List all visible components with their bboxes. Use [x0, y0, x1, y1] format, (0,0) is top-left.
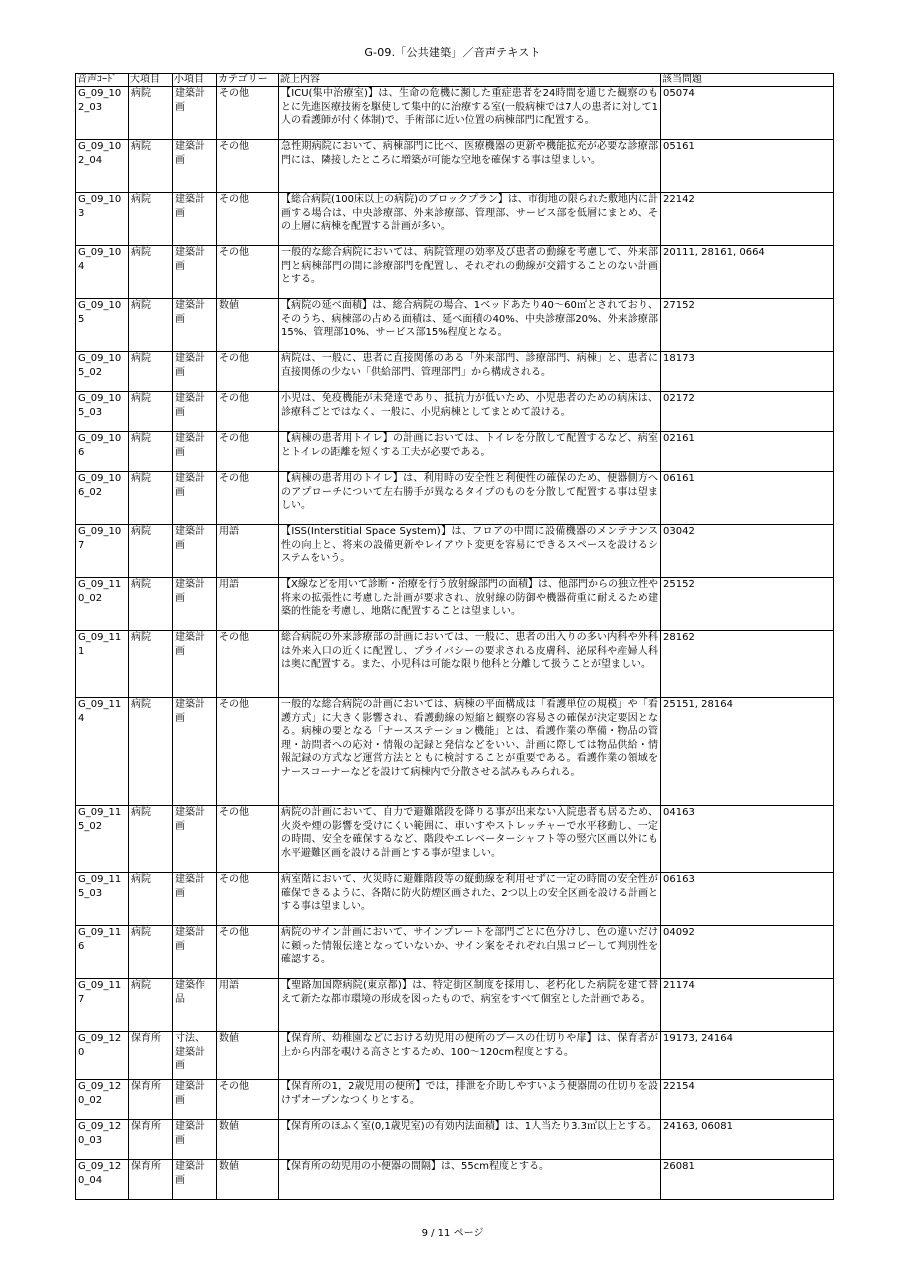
- question-table: [75, 73, 834, 1200]
- cell-major: 病院: [129, 578, 173, 631]
- cell-minor: 建築計画: [173, 926, 217, 979]
- cell-major: 病院: [129, 432, 173, 472]
- cell-minor: 建築計画: [173, 1080, 217, 1120]
- cell-code: G_09_115_03: [76, 873, 129, 926]
- cell-category: その他: [217, 926, 279, 979]
- cell-code: G_09_120_03: [76, 1120, 129, 1160]
- cell-content: 病室階において、火災時に避難階段等の縦動線を利用せずに一定の時間の安全性が確保できるように、各階に防火防煙区画された、2つ以上の安全区画を設ける計画とする事は望ましい。: [279, 873, 661, 926]
- cell-content: 総合病院の外来診療部の計画においては、一般に、患者の出入りの多い内科や外科は外来入口の近くに配置し、プライバシーの要求される皮膚科、泌尿科や産婦人科は奥に配置する。また、小児科は可能な限り他科と分離して扱うことが望ましい。: [279, 631, 661, 698]
- cell-minor: 建築計画: [173, 193, 217, 246]
- table-row: [76, 246, 834, 299]
- cell-content: 【ICU(集中治療室)】は、生命の危機に瀕した重症患者を24時間を通じた観察のもとに先進医療技術を駆使して集中的に治療する室(一般病棟では7人の患者に対して1人の看護師が付く体制)で、手術部に近い位置の病棟部門に配置する。: [279, 87, 661, 140]
- cell-content: 【保育所の1，2歳児用の便所】では，排泄を介助しやすいよう便器間の仕切りを設けずオープンなつくりとする。: [279, 1080, 661, 1120]
- cell-content: 急性期病院において、病棟部門に比べ、医療機器の更新や機能拡充が必要な診療部門には、隣接したところに増築が可能な空地を確保する事は望ましい。: [279, 140, 661, 193]
- page-number: 9 / 11 ページ: [421, 1228, 484, 1239]
- cell-code: G_09_103: [76, 193, 129, 246]
- cell-minor: 建築計画: [173, 246, 217, 299]
- cell-major: 病院: [129, 979, 173, 1032]
- cell-category: その他: [217, 392, 279, 432]
- cell-minor: 建築計画: [173, 698, 217, 806]
- cell-minor: 建築計画: [173, 87, 217, 140]
- cell-problems: 22154: [661, 1080, 834, 1120]
- cell-minor: 建築計画: [173, 352, 217, 392]
- cell-code: G_09_110_02: [76, 578, 129, 631]
- cell-code: G_09_116: [76, 926, 129, 979]
- cell-problems: 04163: [661, 806, 834, 873]
- cell-problems: 28162: [661, 631, 834, 698]
- cell-major: 病院: [129, 525, 173, 578]
- cell-content: 病院のサイン計画において、サインプレートを部門ごとに色分けし、色の違いだけに頼った情報伝達となっていないか、サイン案をそれぞれ白黒コピーして判別性を確認する。: [279, 926, 661, 979]
- cell-content: 【病棟の患者用のトイレ】は、利用時の安全性と利便性の確保のため、便器側方へのアプローチについて左右勝手が異なるタイプのものを分散して配置する事は望ましい。: [279, 472, 661, 525]
- cell-category: その他: [217, 352, 279, 392]
- table-row: [76, 432, 834, 472]
- table-header-row: [76, 74, 834, 87]
- page-header-title: G-09.「公共建築」／音声テキスト: [364, 46, 541, 59]
- cell-minor: 建築作品: [173, 979, 217, 1032]
- cell-major: 病院: [129, 352, 173, 392]
- cell-problems: 18173: [661, 352, 834, 392]
- cell-code: G_09_104: [76, 246, 129, 299]
- cell-minor: 建築計画: [173, 140, 217, 193]
- cell-minor: 建築計画: [173, 472, 217, 525]
- cell-major: 保育所: [129, 1120, 173, 1160]
- cell-content: 【総合病院(100床以上の病院)のブロックプラン】は、市街地の限られた敷地内に計画する場合は、中央診療部、外来診療部、管理部、サービス部を低層にまとめ、その上層に病棟を配置する計画が多い。: [279, 193, 661, 246]
- cell-category: その他: [217, 432, 279, 472]
- cell-code: G_09_102_04: [76, 140, 129, 193]
- table-row: [76, 193, 834, 246]
- cell-category: 数値: [217, 1160, 279, 1200]
- cell-code: G_09_115_02: [76, 806, 129, 873]
- cell-problems: 22142: [661, 193, 834, 246]
- cell-major: 病院: [129, 299, 173, 352]
- cell-problems: 26081: [661, 1160, 834, 1200]
- table-row: [76, 352, 834, 392]
- cell-minor: 寸法、建築計画: [173, 1032, 217, 1080]
- cell-content: 病院は、一般に、患者に直接関係のある「外来部門、診療部門、病棟」と、患者に直接関係の少ない「供給部門、管理部門」から構成される。: [279, 352, 661, 392]
- cell-category: その他: [217, 873, 279, 926]
- cell-problems: 03042: [661, 525, 834, 578]
- table-row: [76, 1080, 834, 1120]
- cell-problems: 27152: [661, 299, 834, 352]
- table-row: [76, 1032, 834, 1080]
- cell-major: 病院: [129, 140, 173, 193]
- table-row: [76, 578, 834, 631]
- cell-category: 用語: [217, 525, 279, 578]
- table-row: [76, 299, 834, 352]
- column-header-minor: 小項目: [173, 74, 217, 87]
- cell-category: その他: [217, 1080, 279, 1120]
- cell-problems: 21174: [661, 979, 834, 1032]
- cell-code: G_09_105_02: [76, 352, 129, 392]
- cell-major: 保育所: [129, 1032, 173, 1080]
- table-row: [76, 525, 834, 578]
- table-row: [76, 806, 834, 873]
- cell-code: G_09_120_04: [76, 1160, 129, 1200]
- cell-code: G_09_106_02: [76, 472, 129, 525]
- cell-minor: 建築計画: [173, 392, 217, 432]
- table-row: [76, 698, 834, 806]
- cell-category: 数値: [217, 299, 279, 352]
- cell-content: 【病棟の患者用トイレ】の計画においては、トイレを分散して配置するなど、病室とトイレの距離を短くする工夫が必要である。: [279, 432, 661, 472]
- cell-category: その他: [217, 806, 279, 873]
- cell-major: 病院: [129, 873, 173, 926]
- table-row: [76, 472, 834, 525]
- cell-code: G_09_105: [76, 299, 129, 352]
- cell-problems: 25152: [661, 578, 834, 631]
- column-header-major: 大項目: [129, 74, 173, 87]
- cell-major: 病院: [129, 631, 173, 698]
- table-row: [76, 873, 834, 926]
- cell-content: 病院の計画において、自力で避難階段を降りる事が出来ない入院患者も居るため、火炎や煙の影響を受けにくい範囲に、車いすやストレッチャーで水平移動し、一定の時間、安全を確保するなど、階段やエレベーターシャフト等の竪穴区画以外にも水平避難区画を設ける計画とする事が望ましい。: [279, 806, 661, 873]
- cell-major: 保育所: [129, 1080, 173, 1120]
- table-row: [76, 140, 834, 193]
- cell-problems: 05074: [661, 87, 834, 140]
- cell-content: 【保育所のほふく室(0,1歳児室)の有効内法面積】は、1人当たり3.3㎡以上とする。: [279, 1120, 661, 1160]
- cell-category: 用語: [217, 979, 279, 1032]
- table-row: [76, 926, 834, 979]
- cell-category: その他: [217, 472, 279, 525]
- cell-major: 病院: [129, 392, 173, 432]
- cell-problems: 06163: [661, 873, 834, 926]
- cell-code: G_09_107: [76, 525, 129, 578]
- cell-minor: 建築計画: [173, 1120, 217, 1160]
- cell-category: その他: [217, 246, 279, 299]
- cell-minor: 建築計画: [173, 1160, 217, 1200]
- cell-code: G_09_120_02: [76, 1080, 129, 1120]
- table-row: [76, 979, 834, 1032]
- cell-problems: 06161: [661, 472, 834, 525]
- cell-category: 用語: [217, 578, 279, 631]
- cell-category: その他: [217, 87, 279, 140]
- column-header-content: 読上内容: [279, 74, 661, 87]
- cell-code: G_09_102_03: [76, 87, 129, 140]
- column-header-category: カテゴリー: [217, 74, 279, 87]
- cell-major: 病院: [129, 926, 173, 979]
- cell-problems: 04092: [661, 926, 834, 979]
- table-row: [76, 392, 834, 432]
- cell-problems: 24163, 06081: [661, 1120, 834, 1160]
- cell-content: 小児は、免疫機能が未発達であり、抵抗力が低いため、小児患者のための病床は、診療科ごとではなく、一般に、小児病棟としてまとめて設ける。: [279, 392, 661, 432]
- cell-major: 病院: [129, 87, 173, 140]
- cell-major: 病院: [129, 193, 173, 246]
- cell-content: 【病院の延べ面積】は、総合病院の場合、1ベッドあたり40～60㎡とされており、そのうち、病棟部の占める面積は、延べ面積の40%、中央診療部20%、外来診療部15%、管理部10%、サービス部15%程度となる。: [279, 299, 661, 352]
- cell-content: 【保育所、幼稚園などにおける幼児用の便所のブースの仕切りや扉】は、保育者が上から内部を覗ける高さとするため、100～120cm程度とする。: [279, 1032, 661, 1080]
- cell-content: 【聖路加国際病院(東京都)】は、特定街区制度を採用し、老朽化した病院を建て替えて新たな都市環境の形成を図ったもので、病室をすべて個室とした計画である。: [279, 979, 661, 1032]
- cell-minor: 建築計画: [173, 578, 217, 631]
- cell-category: その他: [217, 698, 279, 806]
- cell-minor: 建築計画: [173, 299, 217, 352]
- cell-minor: 建築計画: [173, 432, 217, 472]
- column-header-code: 音声ｺｰﾄﾞ: [76, 74, 129, 87]
- column-header-problems: 該当問題: [661, 74, 834, 87]
- cell-minor: 建築計画: [173, 525, 217, 578]
- cell-category: その他: [217, 193, 279, 246]
- cell-problems: 02161: [661, 432, 834, 472]
- cell-content: 【ISS(Interstitial Space System)】は、フロアの中間に設備機器のメンテナンス性の向上と、将来の設備更新やレイアウト変更を容易にできるスペースを設けるシステムをいう。: [279, 525, 661, 578]
- cell-category: 数値: [217, 1120, 279, 1160]
- cell-category: その他: [217, 140, 279, 193]
- cell-major: 保育所: [129, 1160, 173, 1200]
- cell-problems: 25151, 28164: [661, 698, 834, 806]
- cell-content: 一般的な総合病院の計画においては、病棟の平面構成は「看護単位の規模」や「看護方式」に大きく影響され、看護動線の短縮と観察の容易さの確保が決定要因となる。病棟の要となる「ナースステーション機能」とは、看護作業の準備・物品の管理・訪問者への応対・情報の記録と発信などをいい、計画に際しては物品供給・情報記録の方式など運営方法とともに検討することが重要である。看護作業の領域をナースコーナーなどを設けて病棟内で分散させる試みもみられる。: [279, 698, 661, 806]
- cell-problems: 05161: [661, 140, 834, 193]
- table-row: [76, 631, 834, 698]
- cell-major: 病院: [129, 806, 173, 873]
- cell-code: G_09_106: [76, 432, 129, 472]
- cell-code: G_09_111: [76, 631, 129, 698]
- table-row: [76, 87, 834, 140]
- cell-code: G_09_120: [76, 1032, 129, 1080]
- cell-content: 一般的な総合病院においては、病院管理の効率及び患者の動線を考慮して、外来部門と病棟部門の間に診療部門を配置し、それぞれの動線が交錯することのない計画とする。: [279, 246, 661, 299]
- cell-category: その他: [217, 631, 279, 698]
- cell-code: G_09_105_03: [76, 392, 129, 432]
- cell-code: G_09_117: [76, 979, 129, 1032]
- cell-minor: 建築計画: [173, 873, 217, 926]
- cell-problems: 20111, 28161, 0664: [661, 246, 834, 299]
- cell-content: 【保育所の幼児用の小便器の間隔】は、55cm程度とする。: [279, 1160, 661, 1200]
- cell-problems: 19173, 24164: [661, 1032, 834, 1080]
- cell-major: 病院: [129, 698, 173, 806]
- table-row: [76, 1120, 834, 1160]
- cell-code: G_09_114: [76, 698, 129, 806]
- cell-major: 病院: [129, 246, 173, 299]
- cell-minor: 建築計画: [173, 631, 217, 698]
- cell-content: 【X線などを用いて診断・治療を行う放射線部門の面積】は、他部門からの独立性や将来の拡張性に考慮した計画が要求され、放射線の防御や機器荷重に耐えるため建築的性能を考慮し、地階に配置することは望ましい。: [279, 578, 661, 631]
- cell-problems: 02172: [661, 392, 834, 432]
- cell-minor: 建築計画: [173, 806, 217, 873]
- cell-major: 病院: [129, 472, 173, 525]
- table-row: [76, 1160, 834, 1200]
- cell-category: 数値: [217, 1032, 279, 1080]
